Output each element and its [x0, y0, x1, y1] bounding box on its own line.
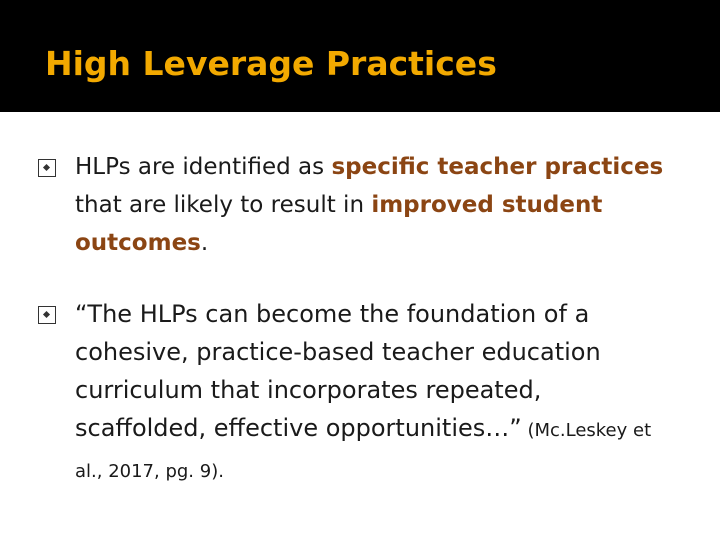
bullet-text-emphasis: improved student outcomes [75, 192, 603, 256]
quote-citation: (Mc.Leskey et al., 2017, pg. 9). [75, 420, 652, 482]
slide-title: High Leverage Practices [45, 44, 497, 83]
bullet-text-emphasis: specific teacher practices [331, 154, 664, 180]
bullet-item-hlp-quote [38, 295, 678, 491]
bullet-list [38, 148, 678, 491]
bullet-item-hlp-definition [38, 148, 678, 262]
bullet-text-plain: HLPs are identified as [75, 154, 332, 180]
bullet-text-plain: that are likely to result in [75, 192, 372, 218]
square-bullet-icon [38, 159, 56, 177]
square-bullet-icon [38, 306, 56, 324]
bullet-text-plain: . [200, 230, 209, 256]
quote-text: “The HLPs can become the foundation of a cohesive, practice-based teacher education curriculum that incorporates repeated, scaffolded, effective opportunities…” [75, 300, 601, 442]
title-band [0, 0, 720, 112]
